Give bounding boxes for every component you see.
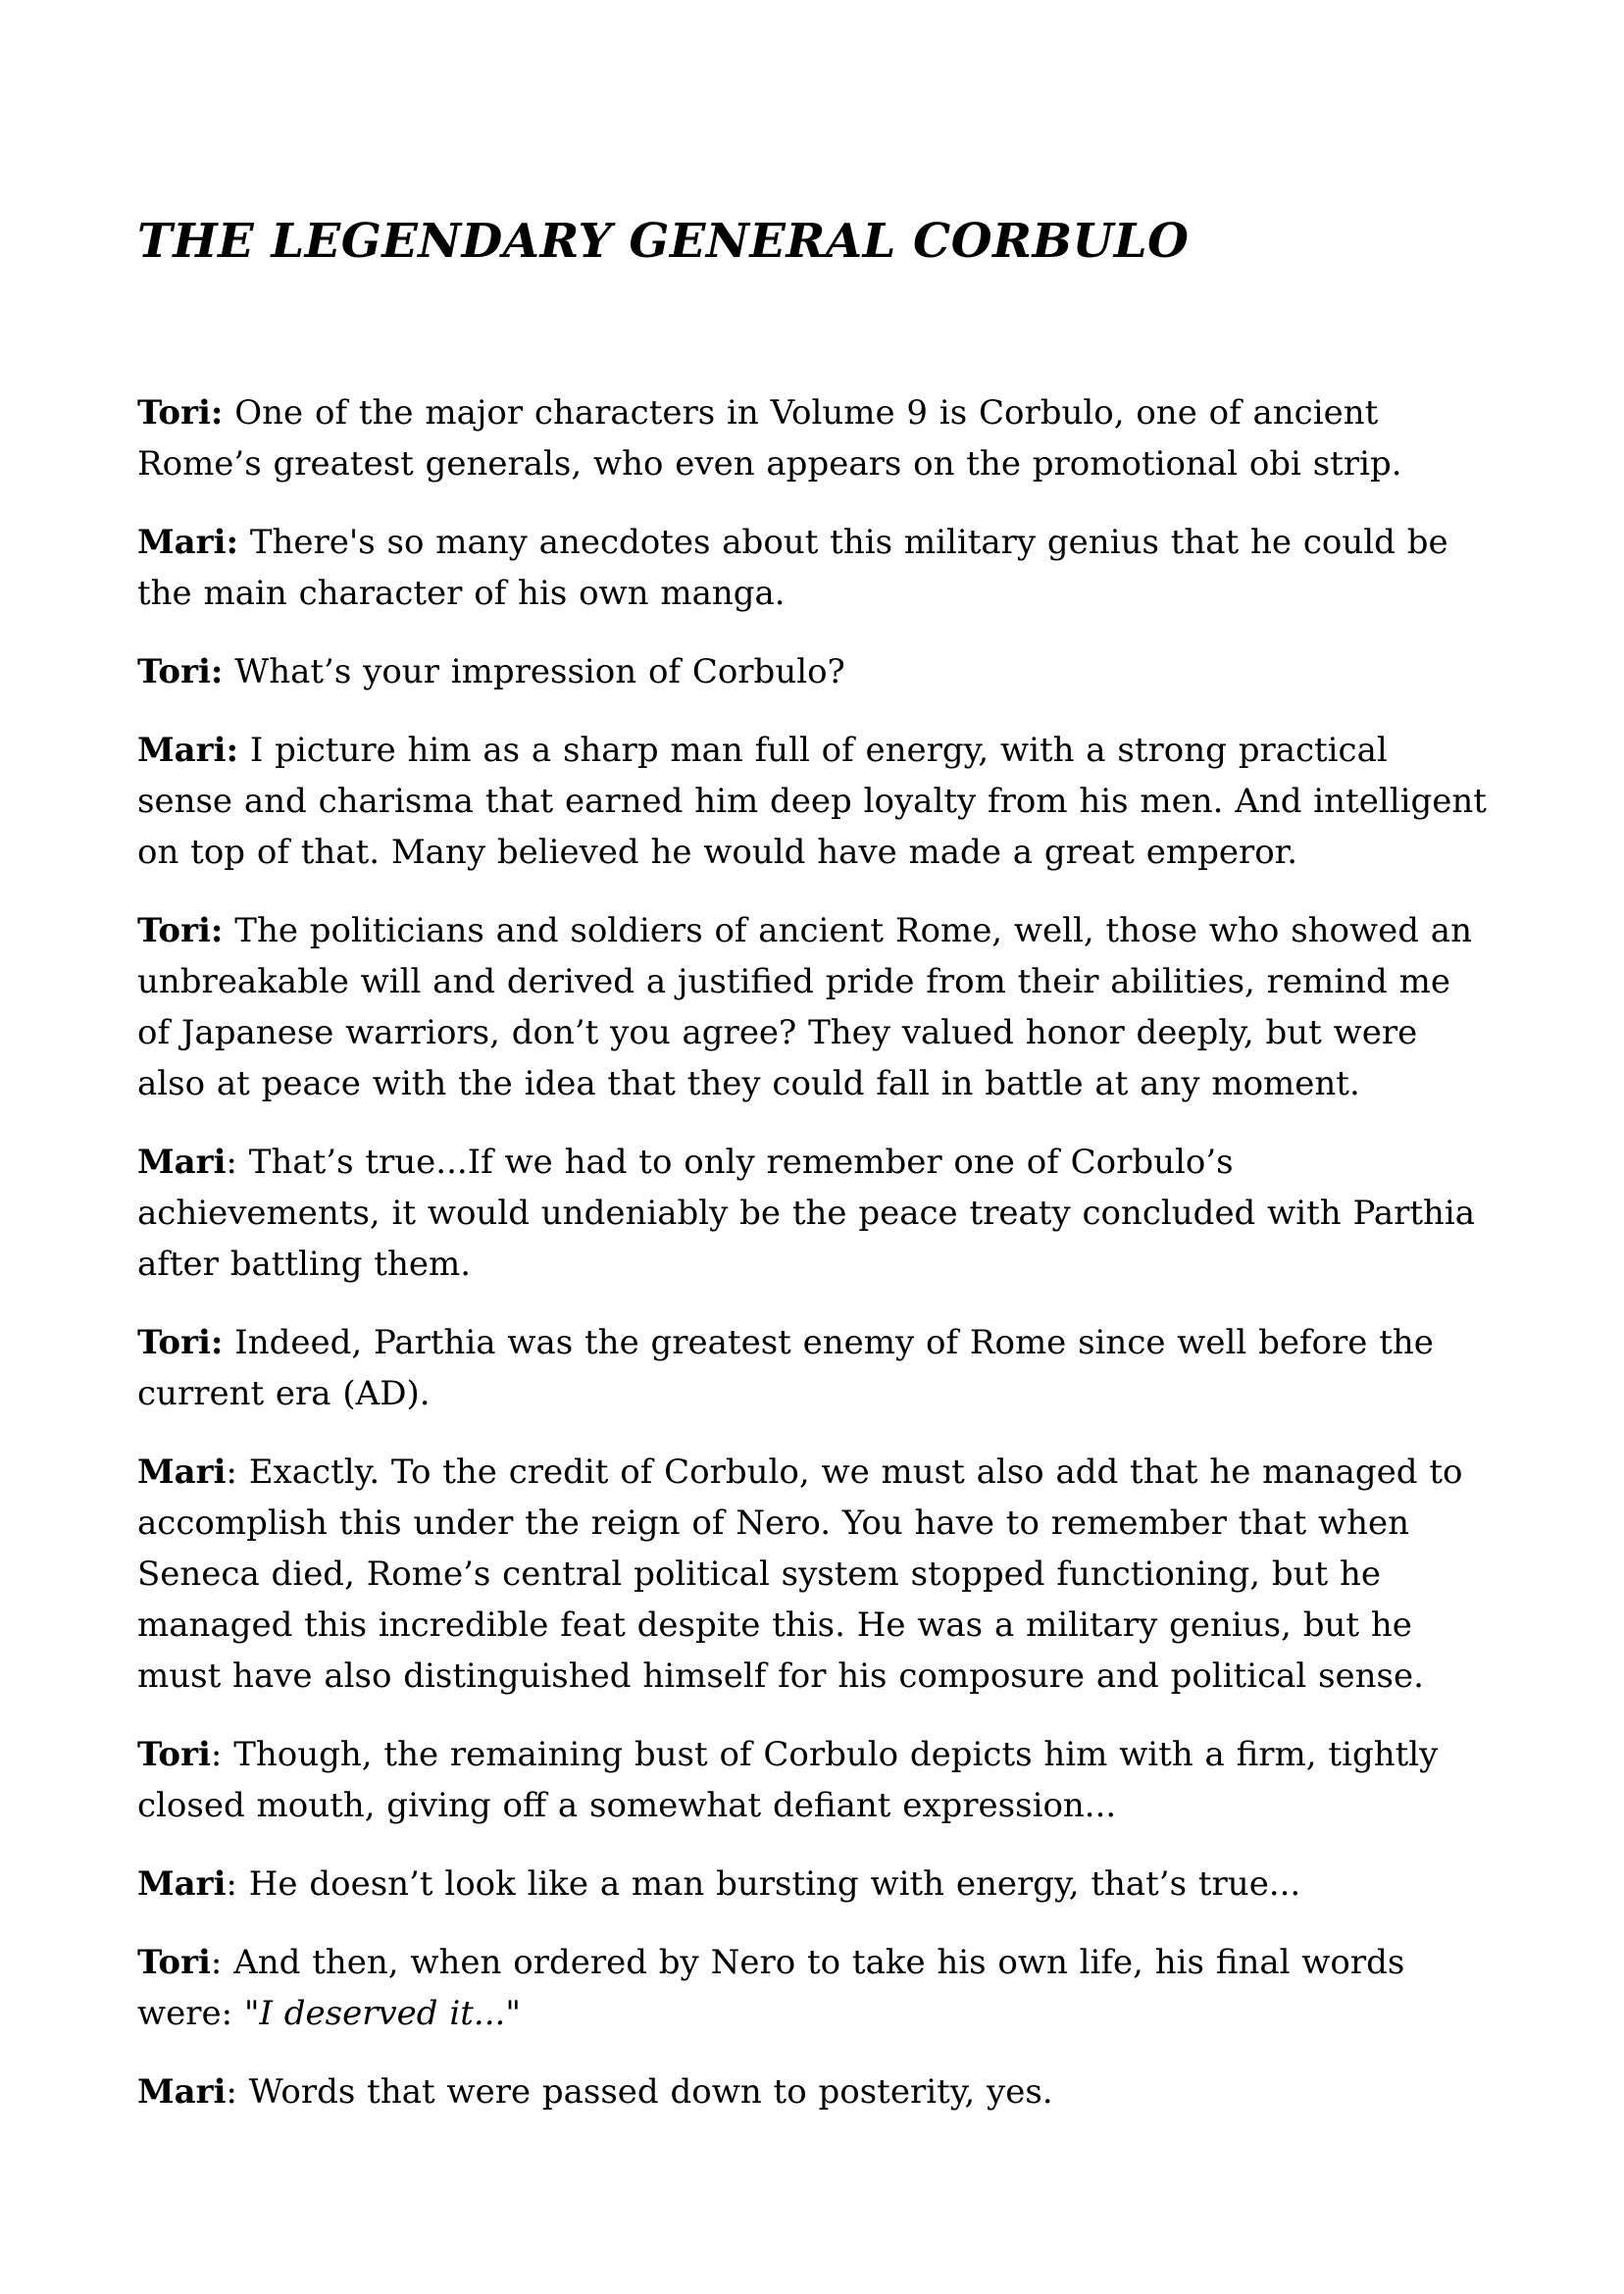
dialogue-text: Exactly. To the credit of Corbulo, we must also add that he managed to accomplish this under the reign of Nero. You have to remember that when Seneca died, Rome’s central political system stopped functioning, but he managed this incredible feat despite this. He was a military genius, but he must have also distinguished himself for his composure and political sense.	[137, 1453, 1463, 1696]
dialogue-text: I picture him as a sharp man full of energy, with a strong practical sense and charisma that earned him deep loyalty from his men. And intelligent on top of that. Many believed he would have made a great emperor.	[137, 731, 1487, 872]
speaker-label: Mari	[137, 1864, 227, 1904]
dialogue-text: Words that were passed down to posterity, yes.	[248, 2072, 1053, 2112]
dialogue-paragraph	[137, 646, 1487, 697]
dialogue-paragraph	[137, 517, 1487, 619]
dialogue-paragraph	[137, 905, 1487, 1109]
dialogue-text: Though, the remaining bust of Corbulo depicts him with a firm, tightly closed mouth, giving off a somewhat defiant expression...	[137, 1735, 1439, 1825]
speaker-label: Tori:	[137, 652, 224, 691]
dialogue-text: There's so many anecdotes about this military genius that he could be the main character of his own manga.	[137, 523, 1448, 613]
dialogue-text: Indeed, Parthia was the greatest enemy of Rome since well before the current era (AD).	[137, 1323, 1434, 1413]
dialogue-text: What’s your impression of Corbulo?	[234, 652, 845, 691]
dialogue-text: The politicians and soldiers of ancient Rome, well, those who showed an unbreakable will and derived a justified pride from their abilities, remind me of Japanese warriors, don’t you agree? They valued honor deeply, but were also at peace with the idea that they could fall in battle at any moment.	[137, 911, 1472, 1103]
dialogue-paragraph: Mari: Exactly. To the credit of Corbulo, we must also add that he managed to accomplish this under the reign of Nero. You have to remember that when Seneca died, Rome’s central political system stopped functioning, but he managed this incredible feat despite this. He was a military genius, but he must have also distinguished himself for his composure and political sense.	[137, 1453, 1463, 1696]
dialogue-paragraph	[137, 387, 1487, 489]
dialogue-paragraph	[137, 1317, 1487, 1419]
speaker-label: Tori:	[137, 911, 224, 950]
speaker-label: Tori	[137, 1735, 211, 1774]
speaker-label: Tori:	[137, 1323, 224, 1362]
dialogue-paragraph: Tori: Though, the remaining bust of Corbulo depicts him with a firm, tightly closed mouth, giving off a somewhat defiant expression...	[137, 1735, 1439, 1825]
dialogue-paragraph: Mari: He doesn’t look like a man bursting with energy, that’s true...	[137, 1864, 1301, 1904]
dialogue-paragraph	[137, 725, 1487, 878]
speaker-label: Mari	[137, 2072, 227, 2112]
speaker-label: Mari:	[137, 523, 239, 562]
dialogue-paragraph: Tori: And then, when ordered by Nero to take his own life, his final words were: "I deserved it..."	[137, 1943, 1405, 2033]
dialogue-transcript	[137, 387, 1487, 2117]
dialogue-paragraph: Mari: Words that were passed down to posterity, yes.	[137, 2072, 1053, 2112]
dialogue-paragraph: Mari: That’s true...If we had to only remember one of Corbulo’s achievements, it would undeniably be the peace treaty concluded with Parthia after battling them.	[137, 1143, 1476, 1284]
speaker-label: Mari	[137, 1453, 227, 1492]
page-title: THE LEGENDARY GENERAL CORBULO	[137, 214, 1190, 269]
speaker-label: Mari	[137, 1143, 227, 1182]
dialogue-text: One of the major characters in Volume 9 is Corbulo, one of ancient Rome’s greatest generals, who even appears on the promotional obi strip.	[137, 393, 1402, 484]
speaker-label: Tori:	[137, 393, 224, 433]
quoted-final-words: "I deserved it..."	[243, 1994, 521, 2033]
speaker-label: Mari:	[137, 731, 239, 770]
dialogue-text: He doesn’t look like a man bursting with energy, that’s true...	[248, 1864, 1301, 1904]
dialogue-text: That’s true...If we had to only remember one of Corbulo’s achievements, it would undeniably be the peace treaty concluded with Parthia after battling them.	[137, 1143, 1476, 1284]
speaker-label: Tori	[137, 1943, 211, 1982]
dialogue-text: And then, when ordered by Nero to take his own life, his final words were:	[137, 1943, 1405, 2033]
